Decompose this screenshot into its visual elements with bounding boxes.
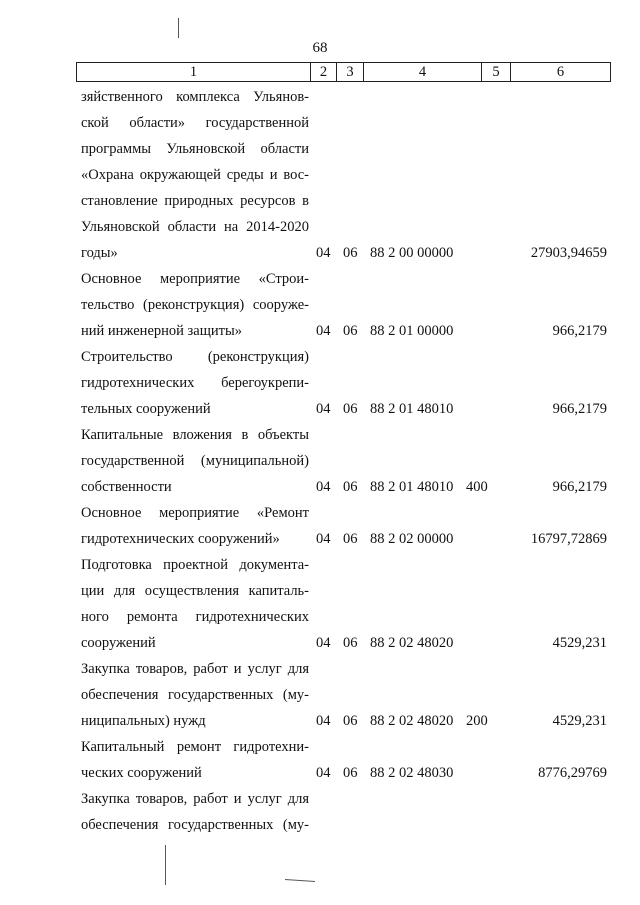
table-row [0,786,640,838]
row-description-line: Капитальные вложения в объекты [81,427,309,443]
row-amount: 16797,72869 [530,531,607,547]
header-col-3: 3 [337,63,364,82]
row-section: 04 [316,713,331,729]
row-expense-type: 200 [466,713,488,729]
row-amount: 27903,94659 [530,245,607,261]
row-description-line: ного ремонта гидротехнических [81,609,309,625]
row-subsection: 06 [343,713,358,729]
row-description-line: Закупка товаров, работ и услуг для [81,791,309,807]
row-description-line: Подготовка проектной документа- [81,557,309,573]
row-description-line: гидротехнических сооружений» [81,531,280,547]
row-description-line: становление природных ресурсов в [81,193,309,209]
table-row [0,344,640,422]
scan-artifact [178,18,179,38]
row-description-line: Ульяновской области на 2014-2020 [81,219,309,235]
table-row [0,552,640,656]
row-description-line: обеспечения государственных (му- [81,687,309,703]
table-row [0,734,640,786]
row-section: 04 [316,765,331,781]
row-description-line: зяйственного комплекса Ульянов- [81,89,309,105]
row-expense-type: 400 [466,479,488,495]
page-number: 68 [312,40,328,56]
row-description-line: программы Ульяновской области [81,141,309,157]
row-description-line: собственности [81,479,172,495]
row-description-line: ниципальных) нужд [81,713,206,729]
row-description-line: гидротехнических берегоукрепи- [81,375,309,391]
row-description-line: государственной (муниципальной) [81,453,309,469]
table-row [0,500,640,552]
row-target-article: 88 2 01 48010 [370,479,454,495]
header-col-4: 4 [364,63,482,82]
row-subsection: 06 [343,245,358,261]
row-amount: 966,2179 [552,479,607,495]
row-section: 04 [316,245,331,261]
header-col-5: 5 [482,63,511,82]
row-description-line: Закупка товаров, работ и услуг для [81,661,309,677]
row-description-line: ции для осуществления капиталь- [81,583,309,599]
row-description-line: «Охрана окружающей среды и вос- [81,167,309,183]
row-target-article: 88 2 02 48030 [370,765,454,781]
row-subsection: 06 [343,323,358,339]
row-subsection: 06 [343,635,358,651]
row-target-article: 88 2 02 00000 [370,531,454,547]
row-amount: 966,2179 [552,401,607,417]
row-description-line: Основное мероприятие «Ремонт [81,505,309,521]
header-col-1: 1 [77,63,311,82]
row-description-line: ческих сооружений [81,765,202,781]
header-col-2: 2 [311,63,337,82]
table-row [0,84,640,266]
header-col-6: 6 [511,63,611,82]
row-description-line: обеспечения государственных (му- [81,817,309,833]
row-description-line: годы» [81,245,118,261]
row-section: 04 [316,401,331,417]
row-subsection: 06 [343,401,358,417]
row-section: 04 [316,479,331,495]
row-amount: 4529,231 [552,635,607,651]
row-section: 04 [316,531,331,547]
row-description-line: Строительство (реконструкция) [81,349,309,365]
row-subsection: 06 [343,531,358,547]
table-row [0,422,640,500]
row-subsection: 06 [343,479,358,495]
row-subsection: 06 [343,765,358,781]
scan-artifact [165,845,166,885]
row-amount: 8776,29769 [538,765,607,781]
row-target-article: 88 2 00 00000 [370,245,454,261]
row-target-article: 88 2 01 48010 [370,401,454,417]
row-target-article: 88 2 02 48020 [370,713,454,729]
table-header [76,62,611,82]
row-target-article: 88 2 01 00000 [370,323,454,339]
row-description-line: тельных сооружений [81,401,211,417]
scan-artifact [285,879,315,882]
table-row [0,266,640,344]
table-body [0,84,640,838]
row-amount: 4529,231 [552,713,607,729]
row-description-line: тельство (реконструкция) сооруже- [81,297,309,313]
row-description-line: ний инженерной защиты» [81,323,242,339]
row-description-line: сооружений [81,635,156,651]
table-row [0,656,640,734]
row-description-line: Капитальный ремонт гидротехни- [81,739,309,755]
row-description-line: ской области» государственной [81,115,309,131]
row-description-line: Основное мероприятие «Строи- [81,271,309,287]
row-target-article: 88 2 02 48020 [370,635,454,651]
row-amount: 966,2179 [552,323,607,339]
row-section: 04 [316,635,331,651]
row-section: 04 [316,323,331,339]
